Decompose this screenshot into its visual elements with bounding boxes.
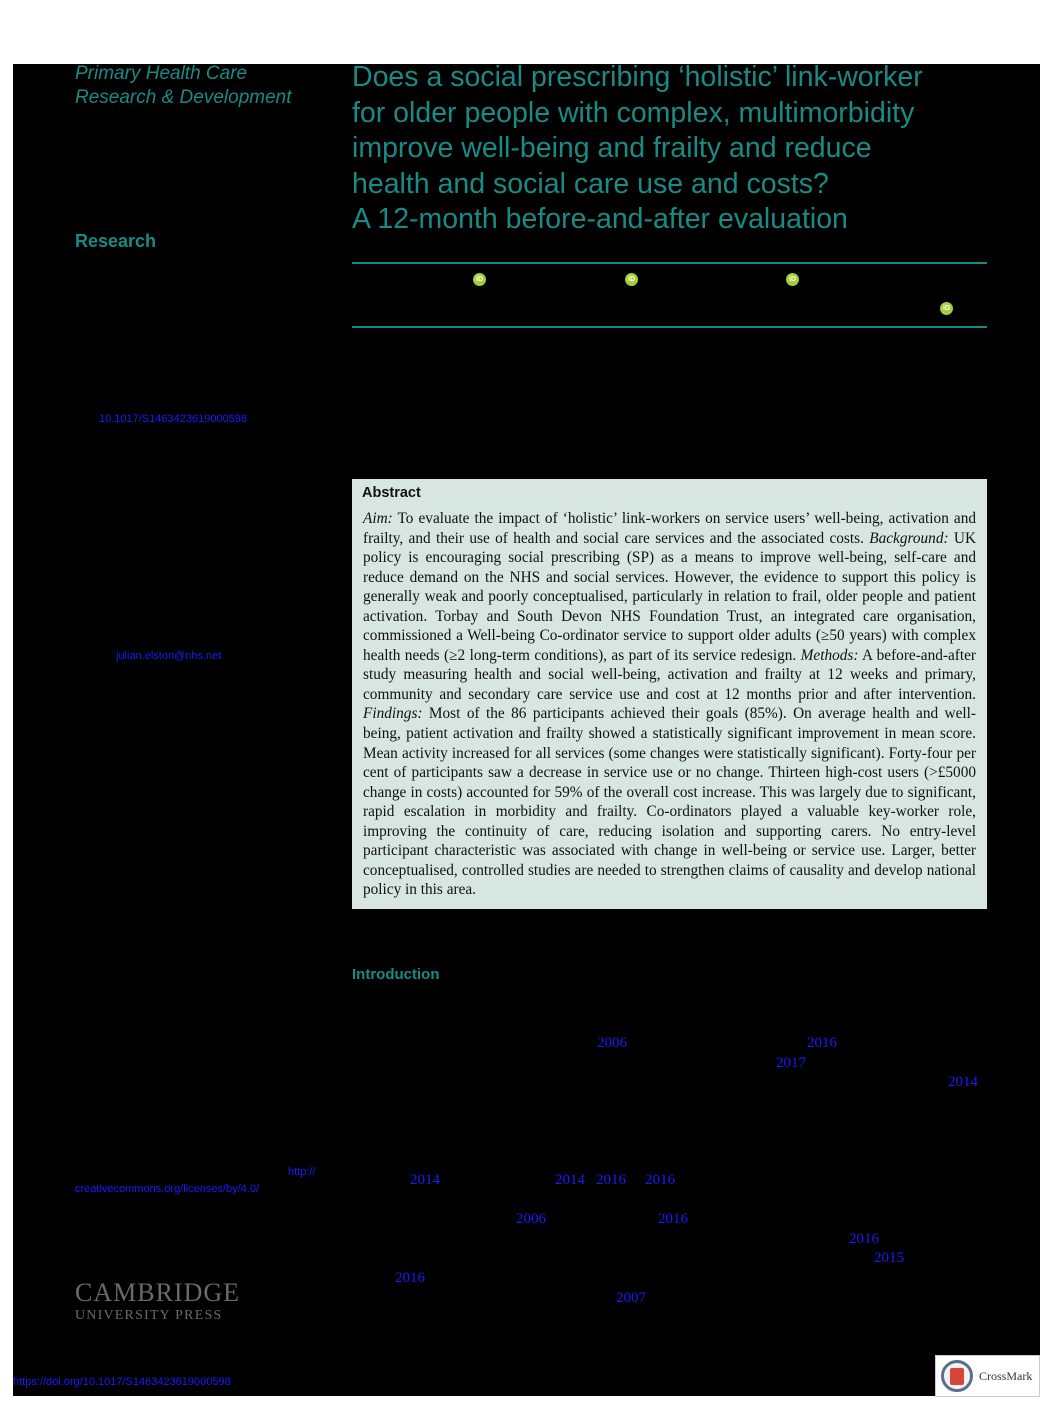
citation-year-link[interactable]: 2016 [596,1172,626,1188]
orcid-icon[interactable]: iD [786,273,799,286]
citation-year-link[interactable]: 2016 [807,1035,837,1051]
abstract-methods-text: A before-and-after study measuring health and social well-being, activation and frailty at 12 weeks and primary, community and secondary care service use and cost at 12 months prior and after intervention. [363,646,976,703]
orcid-icon[interactable]: iD [625,273,638,286]
citation-year-link[interactable]: 2014 [948,1074,978,1090]
title-line-3: improve well-being and frailty and reduce [352,132,872,164]
email-link[interactable]: julian.elston@nhs.net [116,650,222,662]
citation-year-link[interactable]: 2016 [658,1211,688,1227]
footer-doi-link[interactable]: https://doi.org/10.1017/S1463423619000598 [13,1376,231,1388]
title-divider-bottom [352,326,987,328]
citation-year-link[interactable]: 2006 [597,1035,627,1051]
abstract-findings-text: Most of the 86 participants achieved their goals (85%). On average health and well-being, patient activation and frailty showed a statistically significant improvement in mean score. Mean activity increased for all services (some changes were statistically significant). Forty-four per cent of participants saw a decrease in service use or no change. Thirteen high-cost users (>£5000 change in costs) accounted for 59% of the overall cost increase. This was largely due to significant, rapid escalation in morbidity and frailty. Co-ordinators played a valuable key-worker role, improving the continuity of care, reducing isolation and supporting carers. No entry-level participant characteristic was associated with change in well-being or service use. Larger, better conceptualised, controlled studies are needed to strengthen claims of causality and develop national policy in this area. [363,705,976,899]
license-link-part2[interactable]: creativecommons.org/licenses/by/4.0/ [75,1183,260,1195]
license-link-part1[interactable]: http:// [288,1166,316,1178]
title-line-2: for older people with complex, multimorbidity [352,96,915,129]
crossmark-label: CrossMark [979,1369,1033,1383]
journal-name [75,62,335,110]
introduction-heading: Introduction [352,966,440,983]
publisher-logo-line1: CAMBRIDGE [75,1278,241,1307]
article-type-label: Research [75,231,157,251]
publisher-logo-line2: UNIVERSITY PRESS [75,1308,223,1323]
abstract-heading: Abstract [362,485,421,501]
citation-year-link[interactable]: 2016 [395,1270,425,1286]
citation-year-link[interactable]: 2015 [874,1250,904,1266]
title-line-4: health and social care use and costs? [352,167,829,200]
abstract-findings-label: Findings: [363,705,423,723]
citation-year-link[interactable]: 2006 [516,1211,546,1227]
doi-link[interactable]: 10.1017/S1463423619000598 [99,413,248,425]
citation-year-link[interactable]: 2017 [776,1055,806,1071]
citation-year-link[interactable]: 2016 [645,1172,675,1188]
abstract-background-text: UK policy is encouraging social prescribing (SP) as a means to improve well-being, self-care and reduce demand on the NHS and social services. However, the evidence to support this policy is generally weak and poorly conceptualised, particularly in relation to frail, older people and patient activation. Torbay and South Devon NHS Foundation Trust, an integrated care organisation, commissioned a Well-being Co-ordinator service to support older adults (≥50 years) with complex health needs (≥2 long-term conditions), as part of its service redesign. [363,529,977,664]
abstract-aim-text: To evaluate the impact of ‘holistic’ link-workers on service users’ well-being, activation and frailty, and their use of health and social care services and the associated costs. [363,510,976,547]
crossmark-button[interactable] [935,1355,1040,1397]
orcid-icon[interactable]: iD [940,302,953,315]
abstract-box [352,479,987,909]
citation-year-link[interactable]: 2014 [555,1172,585,1188]
citation-year-link[interactable]: 2014 [410,1172,440,1188]
citation-year-link[interactable]: 2007 [616,1290,646,1306]
citation-year-link[interactable]: 2016 [849,1231,879,1247]
abstract-aim-label: Aim: [363,510,393,527]
journal-name-line2: Research & Development [75,87,292,108]
title-divider-top [352,262,987,264]
journal-name-line1: Primary Health Care [75,63,248,84]
crossmark-icon [941,1360,973,1392]
orcid-icon[interactable]: iD [473,273,486,286]
abstract-methods-label: Methods: [800,646,859,664]
title-line-1: Does a social prescribing ‘holistic’ link-worker [352,61,923,93]
cambridge-university-press-logo [75,1280,240,1323]
abstract-body [363,509,976,900]
abstract-background-label: Background: [869,529,949,547]
article-title [352,60,1002,238]
title-line-5: A 12-month before-and-after evaluation [352,203,848,235]
